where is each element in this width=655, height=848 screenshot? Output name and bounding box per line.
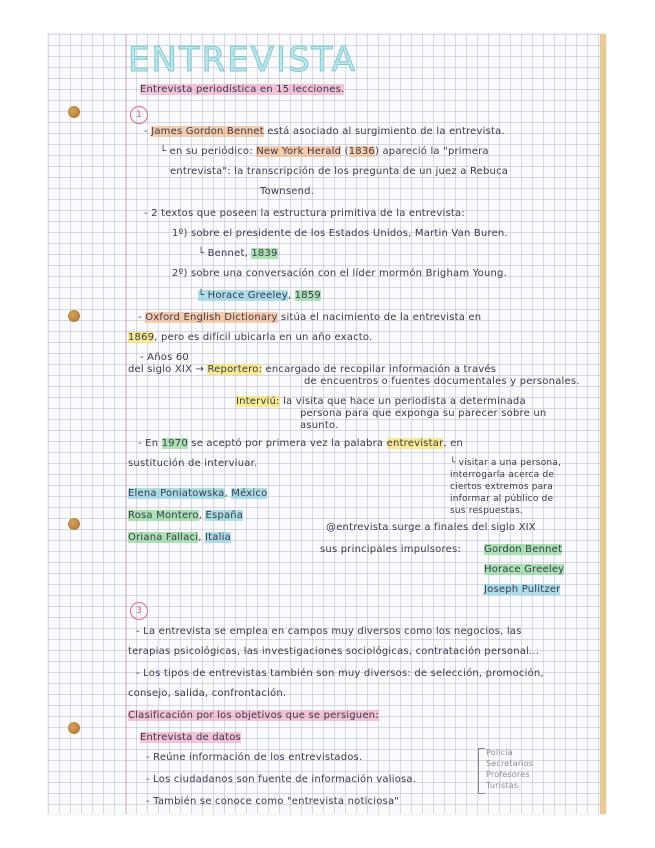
oxford-dictionary: Oxford English Dictionary	[145, 312, 278, 323]
line-1869: 1869, pero es difícil ubicarla en un año exacto.	[128, 332, 373, 343]
line-interviu	[236, 396, 526, 407]
binder-hole	[68, 722, 80, 734]
binder-hole	[68, 106, 80, 118]
side-note-1: └ visitar a una persona,	[450, 458, 562, 468]
s3-line9: - También se conoce como "entrevista noticiosa"	[146, 796, 400, 807]
line-anos-60: - Años 60	[140, 352, 189, 363]
s3-line7: - Reúne información de los entrevistados.	[146, 752, 363, 763]
line-reportero-2: de encuentros o fuentes documentales y personales.	[304, 376, 580, 387]
line-reportero	[128, 364, 496, 375]
origin-line: @entrevista surge a finales del siglo XIX	[326, 522, 536, 533]
person1-country: México	[231, 488, 268, 499]
line-1970-e: , en	[443, 438, 464, 449]
driver-pulitzer: Joseph Pulitzer	[484, 584, 561, 595]
list-item-turistas: Turistas	[486, 781, 519, 790]
year-1859: 1859	[294, 290, 321, 301]
line-bennet-text: está asociado al surgimiento de la entrevista.	[267, 126, 505, 137]
list-item-policia: Policía	[486, 748, 513, 757]
line-periodico-d: apareció la "primera	[382, 146, 489, 157]
page-edge	[600, 34, 606, 814]
line-dos-textos: - 2 textos que poseen la estructura primitiva de la entrevista:	[144, 208, 465, 219]
person1-name: Elena Poniatowska	[128, 488, 225, 499]
side-note-4: informar al público de	[450, 494, 554, 504]
line-transcripcion: entrevista": la transcripción de los pregunta de un juez a Rebuca	[170, 166, 509, 177]
section-marker-1: 1	[130, 106, 148, 124]
newspaper-name: New York Herald	[256, 146, 342, 157]
person3-name: Oriana Fallaci	[128, 532, 199, 543]
binder-hole	[68, 310, 80, 322]
side-note-2: interrogarla acerca de	[450, 470, 555, 480]
line-periodico-a: └ en su periódico	[160, 146, 250, 157]
person-montero: Rosa Montero, España	[128, 510, 244, 521]
line-bennet: - James Gordon Bennet está asociado al surgimiento de la entrevista.	[144, 126, 505, 137]
s3-line4: consejo, salida, confrontación.	[128, 688, 287, 699]
entrevista-datos: Entrevista de datos	[140, 732, 241, 743]
s3-classification	[128, 710, 379, 721]
line-bennet-1839: └ Bennet, 1839	[198, 248, 278, 259]
line-sustitucion: sustitución de interviuar.	[128, 458, 258, 469]
year-1836: 1836	[348, 146, 375, 157]
line-interviu-3: asunto.	[300, 420, 339, 431]
s3-type-datos	[140, 732, 241, 743]
person-fallaci: Oriana Fallaci, Italia	[128, 532, 231, 543]
s3-line2: terapias psicológicas, las investigaciones sociológicas, contratación personal...	[128, 646, 540, 657]
driver-bennet: Gordon Bennet	[484, 544, 563, 555]
bennet-name: James Gordon Bennet	[151, 126, 264, 137]
reportero-def: encargado de recopilar información a través	[265, 364, 497, 375]
s3-line1: - La entrevista se emplea en campos muy diversos como los negocios, las	[136, 626, 522, 637]
line-greeley-1859: └ Horace Greeley, 1859	[198, 290, 321, 301]
greeley-ref: └ Horace Greeley	[198, 290, 288, 301]
list-bracket	[478, 748, 485, 794]
margin-line	[126, 34, 127, 814]
list-item-secretarios: Secretarios	[486, 759, 534, 768]
binder-hole	[68, 518, 80, 530]
line-periodico: └ en su periódico: New York Herald (1836) apareció la "primera	[160, 146, 489, 157]
side-note-5: sus respuestas.	[450, 506, 523, 516]
line-1869-text: pero es difícil ubicarla en un año exacto.	[161, 332, 373, 343]
s3-line8: - Los ciudadanos son fuente de información valiosa.	[146, 774, 417, 785]
person2-country: España	[205, 510, 244, 521]
siglo-xix: del siglo XIX →	[128, 364, 205, 375]
interviu-label: Interviú:	[236, 396, 280, 407]
classification-heading: Clasificación por los objetivos que se persiguen:	[128, 710, 379, 721]
driver-greeley: Horace Greeley	[484, 564, 565, 575]
reportero-label: Reportero:	[207, 364, 263, 375]
line-townsend: Townsend.	[260, 186, 315, 197]
notebook-page	[48, 34, 606, 814]
person2-name: Rosa Montero	[128, 510, 199, 521]
bennet-ref: └ Bennet	[198, 248, 245, 259]
entrevistar-word: entrevistar	[386, 438, 444, 449]
line-1970	[138, 438, 463, 449]
person3-country: Italia	[205, 532, 231, 543]
list-item-profesores: Profesores	[486, 770, 530, 779]
drivers-label: sus principales impulsores:	[320, 544, 461, 555]
page-title: ENTREVISTA	[128, 40, 358, 80]
line-1970-c: se aceptó por primera vez la palabra	[191, 438, 384, 449]
side-note-3: ciertos extremos para	[450, 482, 554, 492]
line-interviu-2: persona para que exponga su parecer sobre un	[300, 408, 547, 419]
year-1839: 1839	[251, 248, 278, 259]
interviu-def: la visita que hace un periodista a determinada	[283, 396, 526, 407]
year-1970: 1970	[161, 438, 188, 449]
s3-line3: - Los tipos de entrevistas también son muy diversos: de selección, promoción,	[136, 668, 544, 679]
line-oxford-text: sitúa el nacimiento de la entrevista en	[281, 312, 482, 323]
line-1970-a: - En	[138, 438, 159, 449]
subtitle: Entrevista periodística en 15 lecciones.	[140, 84, 345, 95]
line-primero: 1º) sobre el presidente de los Estados Unidos, Martin Van Buren.	[172, 228, 508, 239]
line-segundo: 2º) sobre una conversación con el líder mormón Brigham Young.	[172, 268, 507, 279]
line-oxford: - Oxford English Dictionary sitúa el nacimiento de la entrevista en	[138, 312, 482, 323]
year-1869: 1869	[128, 332, 155, 343]
section-marker-3: 3	[130, 602, 148, 620]
person-poniatowska: Elena Poniatowska, México	[128, 488, 268, 499]
